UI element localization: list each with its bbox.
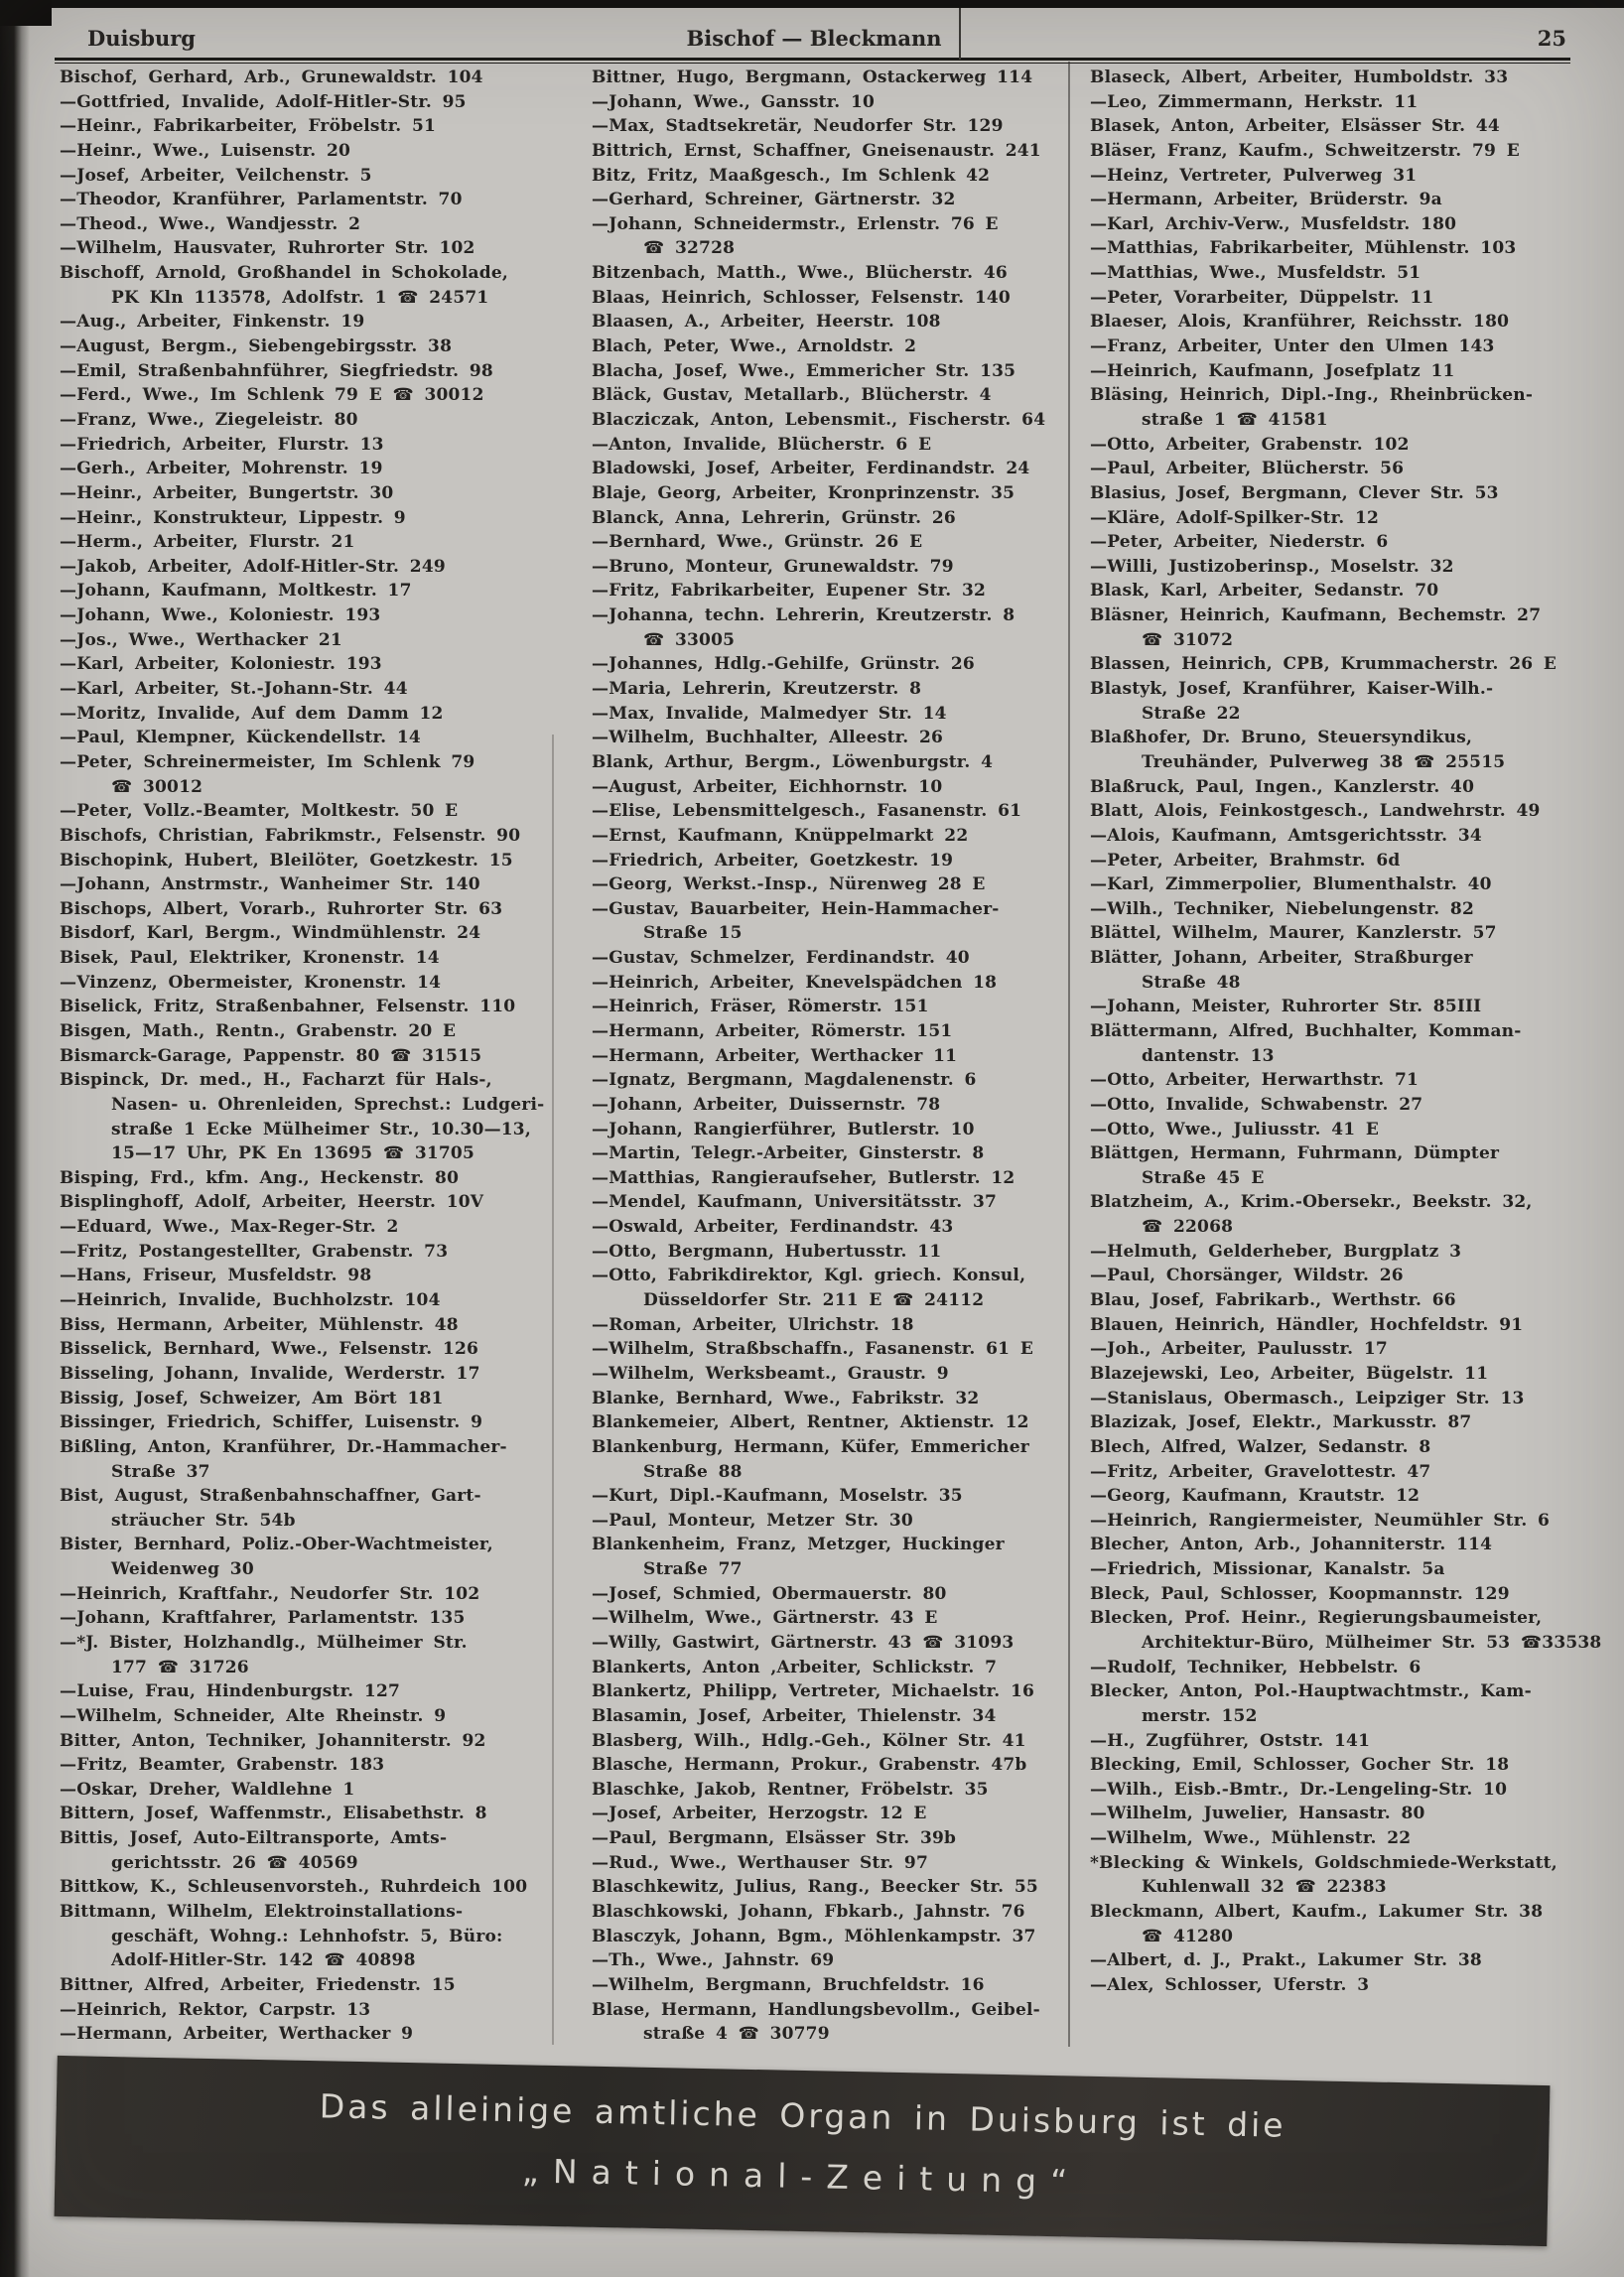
directory-entry-line: —Vinzenz, Obermeister, Kronenstr. 14 <box>60 972 442 993</box>
directory-entry-line: straße 4 ☎ 30779 <box>643 2024 830 2045</box>
advert-line-1: Das alleinige amtliche Organ in Duisburg ist die <box>319 2086 1286 2145</box>
directory-entry-line: —Gustav, Bauarbeiter, Hein-Hammacher- <box>592 898 1000 919</box>
directory-entry-line: —Wilhelm, Wwe., Gärtnerstr. 43 E <box>592 1608 938 1629</box>
directory-entry-line: —Max, Stadtsekretär, Neudorfer Str. 129 <box>592 116 1004 137</box>
directory-entry-line: ☎ 32728 <box>643 238 736 259</box>
page-header <box>58 26 1570 56</box>
directory-entry-line: —Theod., Wwe., Wandjesstr. 2 <box>60 213 361 234</box>
directory-entry-line: —Heinr., Konstrukteur, Lippestr. 9 <box>60 507 406 528</box>
directory-entry-line: —Johann, Schneidermstr., Erlenstr. 76 E <box>592 213 999 234</box>
directory-entry-line: —Georg, Werkst.-Insp., Nürenweg 28 E <box>592 874 986 895</box>
directory-entry-line: —Hermann, Arbeiter, Brüderstr. 9a <box>1090 190 1442 210</box>
directory-entry-line: —Moritz, Invalide, Auf dem Damm 12 <box>60 703 444 724</box>
directory-entry-line: Blasberg, Wilh., Hdlg.-Geh., Kölner Str. 41 <box>592 1730 1026 1751</box>
directory-entry-line: Blättermann, Alfred, Buchhalter, Komman- <box>1090 1020 1522 1041</box>
header-range: Bischof — Bleckmann <box>686 26 942 51</box>
directory-entry-line: Bisek, Paul, Elektriker, Kronenstr. 14 <box>60 948 440 969</box>
directory-entry-line: —Wilhelm, Juwelier, Hansastr. 80 <box>1090 1804 1425 1824</box>
directory-entry-line: —Wilhelm, Buchhalter, Alleestr. 26 <box>592 728 944 748</box>
directory-entry-line: —Otto, Arbeiter, Herwarthstr. 71 <box>1090 1070 1420 1091</box>
directory-entry-line: —Paul, Chorsänger, Wildstr. 26 <box>1090 1266 1404 1286</box>
directory-entry-line: Blankenburg, Hermann, Küfer, Emmericher <box>592 1436 1029 1457</box>
directory-column-3 <box>1090 66 1602 1998</box>
advert-line-2: „National-Zeitung“ <box>521 2151 1082 2202</box>
directory-entry-line: Blach, Peter, Wwe., Arnoldstr. 2 <box>592 336 917 357</box>
directory-entry-line: —Heinr., Fabrikarbeiter, Fröbelstr. 51 <box>60 116 437 137</box>
directory-entry-line: —Wilhelm, Wwe., Mühlenstr. 22 <box>1090 1828 1412 1849</box>
directory-entry-line: Blaßruck, Paul, Ingen., Kanzlerstr. 40 <box>1090 776 1475 797</box>
directory-entry-line: ☎ 41280 <box>1142 1926 1234 1946</box>
directory-entry-line: —Aug., Arbeiter, Finkenstr. 19 <box>60 312 365 333</box>
directory-column-1 <box>60 66 552 2047</box>
directory-entry-line: 15—17 Uhr, PK En 13695 ☎ 31705 <box>111 1143 474 1164</box>
directory-entry-line: —Fritz, Arbeiter, Gravelottestr. 47 <box>1090 1461 1431 1482</box>
directory-entry-line: Blecken, Prof. Heinr., Regierungsbaumeister, <box>1090 1608 1543 1629</box>
directory-entry-line: —Karl, Archiv-Verw., Musfeldstr. 180 <box>1090 213 1457 234</box>
directory-entry-line: Blaßhofer, Dr. Bruno, Steuersyndikus, <box>1090 728 1473 748</box>
directory-entry-line: Bittrich, Ernst, Schaffner, Gneisenaustr. 241 <box>592 140 1041 161</box>
directory-entry-line: —Kurt, Dipl.-Kaufmann, Moselstr. 35 <box>592 1486 963 1507</box>
directory-entry-line: Straße 88 <box>643 1461 743 1482</box>
directory-entry-line: Düsseldorfer Str. 211 E ☎ 24112 <box>643 1290 985 1311</box>
directory-entry-line: Bischofs, Christian, Fabrikmstr., Felsenstr. 90 <box>60 825 521 846</box>
directory-entry-line: Biss, Hermann, Arbeiter, Mühlenstr. 48 <box>60 1314 459 1335</box>
directory-entry-line: ☎ 31072 <box>1142 629 1234 650</box>
directory-entry-line: Kuhlenwall 32 ☎ 22383 <box>1142 1877 1387 1898</box>
scan-edge-top <box>0 0 1624 8</box>
directory-entry-line: —Josef, Arbeiter, Veilchenstr. 5 <box>60 165 372 186</box>
directory-entry-line: Bissinger, Friedrich, Schiffer, Luisenstr. 9 <box>60 1412 483 1433</box>
directory-entry-line: Blankertz, Philipp, Vertreter, Michaelstr. 16 <box>592 1681 1035 1702</box>
header-rule-thin <box>55 63 1570 64</box>
directory-entry-line: Bitzenbach, Matth., Wwe., Blücherstr. 46 <box>592 263 1008 284</box>
directory-entry-line: —Kläre, Adolf-Spilker-Str. 12 <box>1090 507 1380 528</box>
directory-entry-line: —Heinrich, Rangiermeister, Neumühler Str. 6 <box>1090 1510 1551 1531</box>
directory-entry-line: Blecker, Anton, Pol.-Hauptwachtmstr., Kam- <box>1090 1681 1532 1702</box>
directory-entry-line: —Matthias, Fabrikarbeiter, Mühlenstr. 103 <box>1090 238 1517 259</box>
directory-entry-line: —Peter, Arbeiter, Niederstr. 6 <box>1090 532 1389 553</box>
directory-entry-line: —Matthias, Rangieraufseher, Butlerstr. 12 <box>592 1167 1015 1188</box>
directory-entry-line: —Josef, Arbeiter, Herzogstr. 12 E <box>592 1804 927 1824</box>
directory-entry-line: Bittern, Josef, Waffenmstr., Elisabethstr. 8 <box>60 1804 487 1824</box>
directory-entry-line: —Max, Invalide, Malmedyer Str. 14 <box>592 703 947 724</box>
directory-entry-line: Bissig, Josef, Schweizer, Am Bört 181 <box>60 1388 444 1408</box>
directory-entry-line: Architektur-Büro, Mülheimer Str. 53 ☎33538 <box>1142 1633 1602 1653</box>
directory-entry-line: Blaeser, Alois, Kranführer, Reichsstr. 180 <box>1090 312 1510 333</box>
directory-entry-line: —Heinrich, Fräser, Römerstr. 151 <box>592 997 929 1017</box>
directory-entry-line: —Heinrich, Invalide, Buchholzstr. 104 <box>60 1290 441 1311</box>
directory-entry-line: —Johann, Kaufmann, Moltkestr. 17 <box>60 581 412 602</box>
directory-entry-line: —Hermann, Arbeiter, Römerstr. 151 <box>592 1020 953 1041</box>
header-city: Duisburg <box>87 26 196 51</box>
directory-entry-line: straße 1 ☎ 41581 <box>1142 409 1328 430</box>
directory-entry-line: sträucher Str. 54b <box>111 1510 296 1531</box>
directory-entry-line: —Johann, Kraftfahrer, Parlamentstr. 135 <box>60 1608 466 1629</box>
directory-entry-line: —Helmuth, Gelderheber, Burgplatz 3 <box>1090 1241 1462 1262</box>
directory-entry-line: PK Kln 113578, Adolfstr. 1 ☎ 24571 <box>111 287 489 308</box>
directory-entry-line: Bladowski, Josef, Arbeiter, Ferdinandstr. 24 <box>592 459 1030 479</box>
directory-entry-line: Bisselick, Bernhard, Wwe., Felsenstr. 126 <box>60 1339 479 1360</box>
directory-entry-line: ☎ 33005 <box>643 629 736 650</box>
directory-entry-line: —Otto, Invalide, Schwabenstr. 27 <box>1090 1094 1423 1115</box>
directory-entry-line: —*J. Bister, Holzhandlg., Mülheimer Str. <box>60 1633 468 1653</box>
directory-column-2 <box>592 66 1068 2047</box>
directory-entry-line: —Albert, d. J., Prakt., Lakumer Str. 38 <box>1090 1950 1482 1971</box>
directory-entry-line: Blanke, Bernhard, Wwe., Fabrikstr. 32 <box>592 1388 980 1408</box>
directory-entry-line: —Johann, Rangierführer, Butlerstr. 10 <box>592 1119 975 1139</box>
directory-entry-line: Bitz, Fritz, Maaßgesch., Im Schlenk 42 <box>592 165 991 186</box>
directory-entry-line: Blank, Arthur, Bergm., Löwenburgstr. 4 <box>592 751 994 772</box>
directory-entry-line: —Jakob, Arbeiter, Adolf-Hitler-Str. 249 <box>60 556 446 577</box>
directory-entry-line: —August, Bergm., Siebengebirgsstr. 38 <box>60 336 453 357</box>
directory-entry-line: —Heinrich, Kraftfahr., Neudorfer Str. 102 <box>60 1583 480 1604</box>
directory-entry-line: Straße 15 <box>643 923 743 944</box>
directory-entry-line: —Johann, Wwe., Gansstr. 10 <box>592 91 876 112</box>
directory-entry-line: —Martin, Telegr.-Arbeiter, Ginsterstr. 8 <box>592 1143 985 1164</box>
directory-entry-line: —Stanislaus, Obermasch., Leipziger Str. 13 <box>1090 1388 1525 1408</box>
directory-entry-line: —Eduard, Wwe., Max-Reger-Str. 2 <box>60 1217 399 1238</box>
directory-entry-line: —Bernhard, Wwe., Grünstr. 26 E <box>592 532 923 553</box>
directory-entry-line: *Blecking & Winkels, Goldschmiede-Werkstatt, <box>1090 1852 1557 1873</box>
directory-entry-line: Nasen- u. Ohrenleiden, Sprechst.: Ludgeri- <box>111 1094 545 1115</box>
directory-entry-line: Blecking, Emil, Schlosser, Gocher Str. 18 <box>1090 1755 1510 1776</box>
directory-entry-line: Bischops, Albert, Vorarb., Ruhrorter Str. 63 <box>60 898 503 919</box>
directory-entry-line: Blaschkowski, Johann, Fbkarb., Jahnstr. 76 <box>592 1902 1025 1923</box>
directory-entry-line: Blaje, Georg, Arbeiter, Kronprinzenstr. 35 <box>592 482 1015 503</box>
directory-entry-line: Bleckmann, Albert, Kaufm., Lakumer Str. 38 <box>1090 1902 1544 1923</box>
directory-entry-line: —Otto, Arbeiter, Grabenstr. 102 <box>1090 434 1410 455</box>
directory-entry-line: —Heinr., Wwe., Luisenstr. 20 <box>60 140 351 161</box>
directory-entry-line: Bläsing, Heinrich, Dipl.-Ing., Rheinbrücken- <box>1090 385 1534 406</box>
directory-entry-line: —H., Zugführer, Oststr. 141 <box>1090 1730 1371 1751</box>
directory-entry-line: Bismarck-Garage, Pappenstr. 80 ☎ 31515 <box>60 1045 482 1066</box>
directory-entry-line: —Matthias, Wwe., Musfeldstr. 51 <box>1090 263 1421 284</box>
directory-entry-line: straße 1 Ecke Mülheimer Str., 10.30—13, <box>111 1119 531 1139</box>
directory-entry-line: Blankenheim, Franz, Metzger, Huckinger <box>592 1535 1005 1555</box>
directory-entry-line: —Gerh., Arbeiter, Mohrenstr. 19 <box>60 459 383 479</box>
directory-entry-line: Bitter, Anton, Techniker, Johanniterstr. 92 <box>60 1730 486 1751</box>
directory-entry-line: —Maria, Lehrerin, Kreutzerstr. 8 <box>592 679 922 700</box>
directory-entry-line: —Johann, Wwe., Koloniestr. 193 <box>60 605 381 626</box>
directory-entry-line: geschäft, Wohng.: Lehnhofstr. 5, Büro: <box>111 1926 503 1946</box>
directory-entry-line: —Hans, Friseur, Musfeldstr. 98 <box>60 1266 372 1286</box>
directory-entry-line: —Oswald, Arbeiter, Ferdinandstr. 43 <box>592 1217 954 1238</box>
directory-entry-line: —Alex, Schlosser, Uferstr. 3 <box>1090 1974 1370 1995</box>
directory-entry-line: —Gottfried, Invalide, Adolf-Hitler-Str. 95 <box>60 91 467 112</box>
directory-entry-line: —Peter, Arbeiter, Brahmstr. 6d <box>1090 850 1401 871</box>
directory-entry-line: —Gustav, Schmelzer, Ferdinandstr. 40 <box>592 948 970 969</box>
advert-banner <box>55 2056 1551 2246</box>
directory-entry-line: —Hermann, Arbeiter, Werthacker 9 <box>60 2024 414 2045</box>
directory-entry-line: Treuhänder, Pulverweg 38 ☎ 25515 <box>1142 751 1506 772</box>
directory-entry-line: —Karl, Arbeiter, Koloniestr. 193 <box>60 654 382 675</box>
directory-entry-line: Blask, Karl, Arbeiter, Sedanstr. 70 <box>1090 581 1439 602</box>
directory-entry-line: Bittis, Josef, Auto-Eiltransporte, Amts- <box>60 1828 448 1849</box>
directory-entry-line: —Johann, Anstrmstr., Wanheimer Str. 140 <box>60 874 480 895</box>
directory-entry-line: —Otto, Bergmann, Hubertusstr. 11 <box>592 1241 942 1262</box>
directory-entry-line: —Emil, Straßenbahnführer, Siegfriedstr. 98 <box>60 360 493 381</box>
directory-entry-line: Blättgen, Hermann, Fuhrmann, Dümpter <box>1090 1143 1500 1164</box>
directory-entry-line: Blatt, Alois, Feinkostgesch., Landwehrstr. 49 <box>1090 801 1541 822</box>
directory-entry-line: Blätter, Johann, Arbeiter, Straßburger <box>1090 948 1473 969</box>
column-divider-1 <box>552 735 554 2045</box>
directory-entry-line: —Heinrich, Arbeiter, Knevelspädchen 18 <box>592 972 998 993</box>
directory-entry-line: Bispinck, Dr. med., H., Facharzt für Hals-, <box>60 1070 492 1091</box>
directory-entry-line: —Oskar, Dreher, Waldlehne 1 <box>60 1779 355 1800</box>
directory-entry-line: Blatzheim, A., Krim.-Obersekr., Beekstr. 32, <box>1090 1192 1533 1213</box>
directory-entry-line: —August, Arbeiter, Eichhornstr. 10 <box>592 776 943 797</box>
directory-entry-line: —Wilhelm, Bergmann, Bruchfeldstr. 16 <box>592 1974 985 1995</box>
directory-entry-line: —Jos., Wwe., Werthacker 21 <box>60 629 342 650</box>
directory-entry-line: Blaasen, A., Arbeiter, Heerstr. 108 <box>592 312 941 333</box>
directory-entry-line: Bisplinghoff, Adolf, Arbeiter, Heerstr. 10V <box>60 1192 484 1213</box>
directory-entry-line: Straße 77 <box>643 1559 743 1580</box>
directory-entry-line: Blech, Alfred, Walzer, Sedanstr. 8 <box>1090 1436 1431 1457</box>
directory-entry-line: —Alois, Kaufmann, Amtsgerichtsstr. 34 <box>1090 825 1482 846</box>
directory-entry-line: —Heinrich, Rektor, Carpstr. 13 <box>60 1999 371 2020</box>
directory-entry-line: Blankemeier, Albert, Rentner, Aktienstr. 12 <box>592 1412 1029 1433</box>
directory-entry-line: Bittner, Hugo, Bergmann, Ostackerweg 114 <box>592 67 1033 87</box>
directory-entry-line: —Luise, Frau, Hindenburgstr. 127 <box>60 1681 401 1702</box>
directory-entry-line: Bischoff, Arnold, Großhandel in Schokolade, <box>60 263 508 284</box>
directory-entry-line: —Paul, Bergmann, Elsässer Str. 39b <box>592 1828 957 1849</box>
directory-entry-line: —Leo, Zimmermann, Herkstr. 11 <box>1090 91 1419 112</box>
directory-entry-line: merstr. 152 <box>1142 1705 1258 1726</box>
directory-entry-line: Bisping, Frd., kfm. Ang., Heckenstr. 80 <box>60 1167 460 1188</box>
directory-entry-line: ☎ 30012 <box>111 776 203 797</box>
directory-entry-line: —Th., Wwe., Jahnstr. 69 <box>592 1950 835 1971</box>
directory-entry-line: —Joh., Arbeiter, Paulusstr. 17 <box>1090 1339 1388 1360</box>
directory-entry-line: —Johannes, Hdlg.-Gehilfe, Grünstr. 26 <box>592 654 975 675</box>
directory-entry-line: Bläser, Franz, Kaufm., Schweitzerstr. 79 E <box>1090 140 1520 161</box>
directory-entry-line: Blacha, Josef, Wwe., Emmericher Str. 135 <box>592 360 1016 381</box>
directory-entry-line: Blazizak, Josef, Elektr., Markusstr. 87 <box>1090 1412 1472 1433</box>
directory-entry-line: Bißling, Anton, Kranführer, Dr.-Hammacher- <box>60 1436 507 1457</box>
directory-entry-line: Blankerts, Anton ,Arbeiter, Schlickstr. 7 <box>592 1657 998 1677</box>
directory-entry-line: —Herm., Arbeiter, Flurstr. 21 <box>60 532 355 553</box>
directory-entry-line: —Bruno, Monteur, Grunewaldstr. 79 <box>592 556 954 577</box>
directory-entry-line: Bittkow, K., Schleusenvorsteh., Ruhrdeich 100 <box>60 1877 528 1898</box>
directory-entry-line: —Fritz, Postangestellter, Grabenstr. 73 <box>60 1241 449 1262</box>
directory-entry-line: —Josef, Schmied, Obermauerstr. 80 <box>592 1583 947 1604</box>
directory-entry-line: gerichtsstr. 26 ☎ 40569 <box>111 1852 358 1873</box>
directory-entry-line: —Friedrich, Arbeiter, Flurstr. 13 <box>60 434 384 455</box>
directory-entry-line: —Wilhelm, Hausvater, Ruhrorter Str. 102 <box>60 238 475 259</box>
column-divider-2 <box>1068 62 1070 2047</box>
directory-entry-line: —Mendel, Kaufmann, Universitätsstr. 37 <box>592 1192 998 1213</box>
directory-entry-line: Blättel, Wilhelm, Maurer, Kanzlerstr. 57 <box>1090 923 1497 944</box>
directory-entry-line: Bläck, Gustav, Metallarb., Blücherstr. 4 <box>592 385 992 406</box>
directory-entry-line: —Hermann, Arbeiter, Werthacker 11 <box>592 1045 958 1066</box>
directory-entry-line: —Peter, Vollz.-Beamter, Moltkestr. 50 E <box>60 801 459 822</box>
directory-entry-line: —Heinrich, Kaufmann, Josefplatz 11 <box>1090 360 1455 381</box>
directory-entry-line: Blastyk, Josef, Kranführer, Kaiser-Wilh.- <box>1090 679 1494 700</box>
directory-entry-line: —Otto, Fabrikdirektor, Kgl. griech. Konsul, <box>592 1266 1026 1286</box>
directory-entry-line: —Georg, Kaufmann, Krautstr. 12 <box>1090 1486 1421 1507</box>
directory-entry-line: Bittmann, Wilhelm, Elektroinstallations- <box>60 1902 464 1923</box>
directory-entry-line: Blaschke, Jakob, Rentner, Fröbelstr. 35 <box>592 1779 989 1800</box>
directory-entry-line: —Anton, Invalide, Blücherstr. 6 E <box>592 434 932 455</box>
directory-entry-line: —Wilh., Techniker, Niebelungenstr. 82 <box>1090 898 1474 919</box>
directory-entry-line: —Franz, Arbeiter, Unter den Ulmen 143 <box>1090 336 1495 357</box>
directory-entry-line: —Karl, Zimmerpolier, Blumenthalstr. 40 <box>1090 874 1492 895</box>
directory-entry-line: —Rudolf, Techniker, Hebbelstr. 6 <box>1090 1657 1421 1677</box>
directory-entry-line: Straße 37 <box>111 1461 210 1482</box>
directory-entry-line: Straße 45 E <box>1142 1167 1265 1188</box>
directory-entry-line: ☎ 22068 <box>1142 1217 1234 1238</box>
directory-entry-line: Adolf-Hitler-Str. 142 ☎ 40898 <box>111 1950 416 1971</box>
header-divider-line <box>959 8 961 60</box>
directory-entry-line: —Paul, Klempner, Kückendellstr. 14 <box>60 728 421 748</box>
directory-entry-line: —Willy, Gastwirt, Gärtnerstr. 43 ☎ 31093 <box>592 1633 1015 1653</box>
directory-entry-line: —Otto, Wwe., Juliusstr. 41 E <box>1090 1119 1380 1139</box>
scan-edge-corner <box>0 0 52 26</box>
directory-entry-line: —Peter, Vorarbeiter, Düppelstr. 11 <box>1090 287 1434 308</box>
page-number: 25 <box>1537 26 1566 51</box>
directory-entry-line: —Rud., Wwe., Werthauser Str. 97 <box>592 1852 928 1873</box>
directory-entry-line: —Johanna, techn. Lehrerin, Kreutzerstr. 8 <box>592 605 1015 626</box>
directory-entry-line: Blanck, Anna, Lehrerin, Grünstr. 26 <box>592 507 956 528</box>
directory-entry-line: —Wilh., Eisb.-Bmtr., Dr.-Lengeling-Str. 10 <box>1090 1779 1508 1800</box>
directory-entry-line: —Willi, Justizoberinsp., Moselstr. 32 <box>1090 556 1454 577</box>
directory-entry-line: Blaschkewitz, Julius, Rang., Beecker Str. 55 <box>592 1877 1038 1898</box>
directory-entry-line: Bisgen, Math., Rentn., Grabenstr. 20 E <box>60 1020 457 1041</box>
directory-entry-line: Blasius, Josef, Bergmann, Clever Str. 53 <box>1090 482 1499 503</box>
directory-entry-line: —Roman, Arbeiter, Ulrichstr. 18 <box>592 1314 914 1335</box>
directory-entry-line: Blacziczak, Anton, Lebensmit., Fischerstr. 64 <box>592 409 1046 430</box>
directory-entry-line: —Franz, Wwe., Ziegeleistr. 80 <box>60 409 358 430</box>
directory-entry-line: Blasamin, Josef, Arbeiter, Thielenstr. 34 <box>592 1705 997 1726</box>
directory-entry-line: —Ferd., Wwe., Im Schlenk 79 E ☎ 30012 <box>60 385 484 406</box>
directory-entry-line: —Elise, Lebensmittelgesch., Fasanenstr. 61 <box>592 801 1022 822</box>
directory-entry-line: —Heinz, Vertreter, Pulverweg 31 <box>1090 165 1418 186</box>
directory-entry-line: —Paul, Arbeiter, Blücherstr. 56 <box>1090 459 1405 479</box>
scan-edge-left <box>0 0 30 2277</box>
directory-entry-line: Blaseck, Albert, Arbeiter, Humboldstr. 33 <box>1090 67 1509 87</box>
directory-entry-line: —Friedrich, Arbeiter, Goetzkestr. 19 <box>592 850 954 871</box>
directory-entry-line: Weidenweg 30 <box>111 1559 254 1580</box>
directory-entry-line: Bisseling, Johann, Invalide, Werderstr. 17 <box>60 1363 480 1384</box>
directory-entry-line: Biselick, Fritz, Straßenbahner, Felsenstr. 110 <box>60 997 516 1017</box>
directory-entry-line: Blase, Hermann, Handlungsbevollm., Geibel- <box>592 1999 1040 2020</box>
directory-entry-line: —Peter, Schreinermeister, Im Schlenk 79 <box>60 751 475 772</box>
directory-entry-line: —Karl, Arbeiter, St.-Johann-Str. 44 <box>60 679 408 700</box>
directory-entry-line: —Wilhelm, Schneider, Alte Rheinstr. 9 <box>60 1705 447 1726</box>
directory-entry-line: —Johann, Meister, Ruhrorter Str. 85III <box>1090 997 1482 1017</box>
directory-entry-line: 177 ☎ 31726 <box>111 1657 249 1677</box>
directory-entry-line: Blassen, Heinrich, CPB, Krummacherstr. 26 E <box>1090 654 1557 675</box>
directory-entry-line: —Johann, Arbeiter, Duissernstr. 78 <box>592 1094 941 1115</box>
directory-entry-line: Bleck, Paul, Schlosser, Koopmannstr. 129 <box>1090 1583 1510 1604</box>
header-rule-thick <box>55 58 1570 61</box>
directory-entry-line: —Ignatz, Bergmann, Magdalenenstr. 6 <box>592 1070 977 1091</box>
directory-entry-line: —Paul, Monteur, Metzer Str. 30 <box>592 1510 913 1531</box>
directory-entry-line: —Ernst, Kaufmann, Knüppelmarkt 22 <box>592 825 969 846</box>
directory-entry-line: —Wilhelm, Straßbschaffn., Fasanenstr. 61 E <box>592 1339 1033 1360</box>
directory-entry-line: Blasczyk, Johann, Bgm., Möhlenkampstr. 37 <box>592 1926 1036 1946</box>
directory-entry-line: Blaas, Heinrich, Schlosser, Felsenstr. 140 <box>592 287 1011 308</box>
directory-entry-line: Bister, Bernhard, Poliz.-Ober-Wachtmeister, <box>60 1535 493 1555</box>
directory-entry-line: —Gerhard, Schreiner, Gärtnerstr. 32 <box>592 190 956 210</box>
directory-entry-line: Bist, August, Straßenbahnschaffner, Gart- <box>60 1486 481 1507</box>
directory-entry-line: —Fritz, Fabrikarbeiter, Eupener Str. 32 <box>592 581 987 602</box>
directory-entry-line: Bischopink, Hubert, Bleilöter, Goetzkestr. 15 <box>60 850 513 871</box>
directory-entry-line: Blecher, Anton, Arb., Johanniterstr. 114 <box>1090 1535 1493 1555</box>
directory-entry-line: Straße 22 <box>1142 703 1241 724</box>
directory-entry-line: Blazejewski, Leo, Arbeiter, Bügelstr. 11 <box>1090 1363 1489 1384</box>
directory-entry-line: Straße 48 <box>1142 972 1241 993</box>
directory-entry-line: Bläsner, Heinrich, Kaufmann, Bechemstr. 27 <box>1090 605 1542 626</box>
directory-entry-line: Bischof, Gerhard, Arb., Grunewaldstr. 104 <box>60 67 483 87</box>
directory-entry-line: Blasche, Hermann, Prokur., Grabenstr. 47b <box>592 1755 1027 1776</box>
directory-entry-line: dantenstr. 13 <box>1142 1045 1275 1066</box>
directory-entry-line: —Fritz, Beamter, Grabenstr. 183 <box>60 1755 385 1776</box>
directory-entry-line: Bisdorf, Karl, Bergm., Windmühlenstr. 24 <box>60 923 481 944</box>
directory-entry-line: Bittner, Alfred, Arbeiter, Friedenstr. 15 <box>60 1974 456 1995</box>
directory-entry-line: —Friedrich, Missionar, Kanalstr. 5a <box>1090 1559 1445 1580</box>
directory-entry-line: Blasek, Anton, Arbeiter, Elsässer Str. 44 <box>1090 116 1500 137</box>
directory-entry-line: —Wilhelm, Werksbeamt., Graustr. 9 <box>592 1363 949 1384</box>
directory-entry-line: Blau, Josef, Fabrikarb., Werthstr. 66 <box>1090 1290 1456 1311</box>
directory-entry-line: Blauen, Heinrich, Händler, Hochfeldstr. 91 <box>1090 1314 1524 1335</box>
directory-entry-line: —Theodor, Kranführer, Parlamentstr. 70 <box>60 190 463 210</box>
directory-entry-line: —Heinr., Arbeiter, Bungertstr. 30 <box>60 482 394 503</box>
